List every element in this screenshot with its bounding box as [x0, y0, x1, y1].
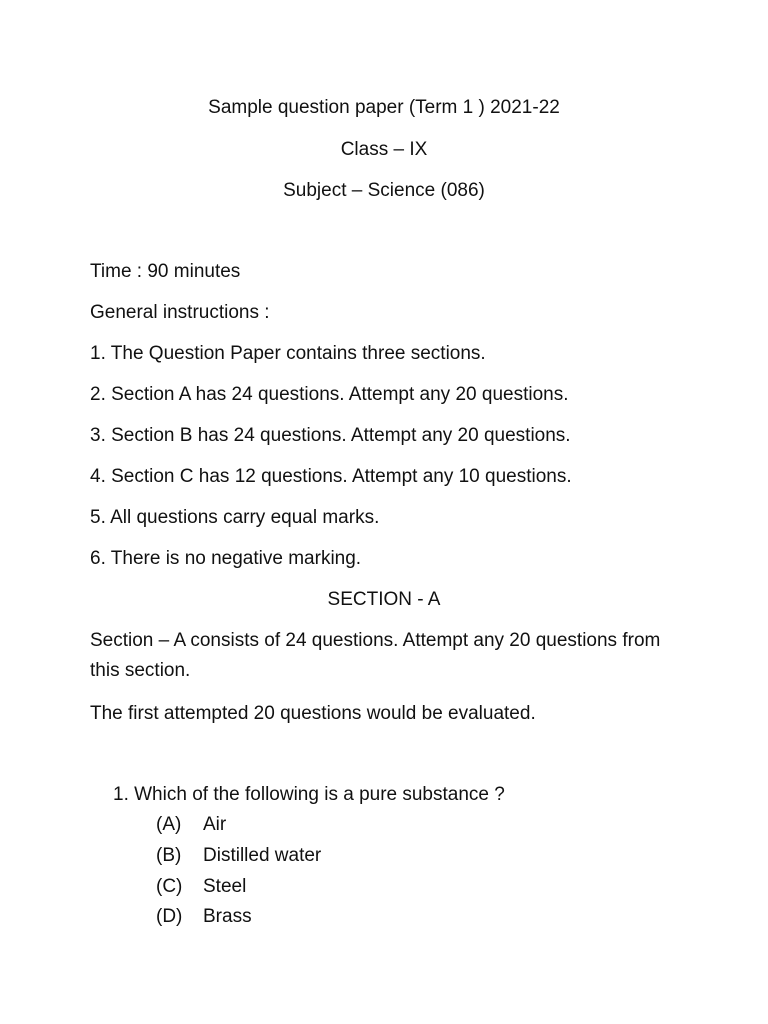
question-option — [156, 844, 321, 868]
instruction-item: 5. All questions carry equal marks. — [90, 507, 380, 528]
option-label: (C) — [156, 876, 183, 897]
option-label: (A) — [156, 814, 182, 835]
option-text: Distilled water — [203, 845, 322, 866]
instructions-heading: General instructions : — [90, 302, 270, 323]
question-option — [156, 813, 226, 837]
option-text: Steel — [203, 876, 247, 897]
instruction-item: 3. Section B has 24 questions. Attempt any 20 questions. — [90, 425, 571, 446]
section-a-heading: SECTION - A — [327, 589, 441, 610]
instruction-item: 6. There is no negative marking. — [90, 548, 362, 569]
class-line: Class – IX — [340, 139, 428, 160]
option-text: Brass — [203, 906, 252, 927]
option-text: Air — [203, 814, 227, 835]
option-label: (B) — [156, 845, 182, 866]
question-option — [156, 905, 252, 929]
instruction-item: 2. Section A has 24 questions. Attempt any 20 questions. — [90, 384, 569, 405]
time-line: Time : 90 minutes — [90, 261, 241, 282]
section-a-description: Section – A consists of 24 questions. Attempt any 20 questions from this section. — [90, 630, 661, 681]
question-option — [156, 875, 246, 899]
subject-line: Subject – Science (086) — [283, 180, 485, 201]
section-a-note: The first attempted 20 questions would be evaluated. — [90, 703, 536, 724]
instruction-item: 1. The Question Paper contains three sections. — [90, 343, 486, 364]
option-label: (D) — [156, 906, 183, 927]
paper-title: Sample question paper (Term 1 ) 2021-22 — [208, 97, 560, 118]
question-text: 1. Which of the following is a pure substance ? — [113, 784, 505, 805]
instruction-item: 4. Section C has 12 questions. Attempt any 10 questions. — [90, 466, 572, 487]
